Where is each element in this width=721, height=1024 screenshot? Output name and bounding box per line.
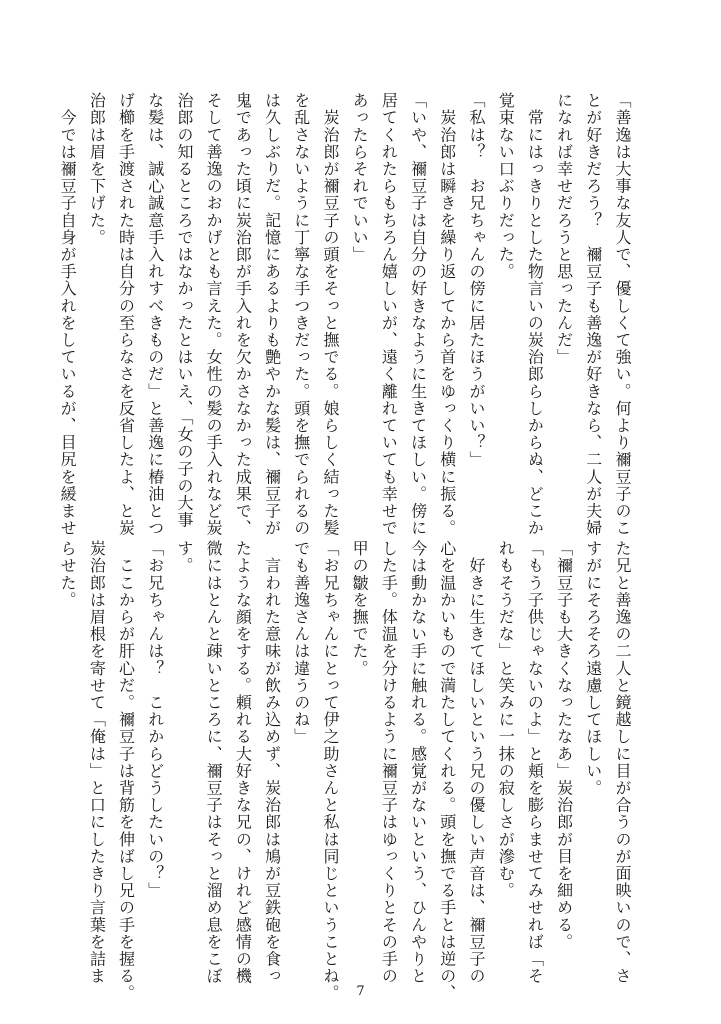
text-line: とが好きだろう？ 禰豆子も善逸が好きなら、二人が夫婦	[583, 92, 603, 537]
text-line: げ櫛を手渡された時は自分の至らなさを反省したよ、と炭	[116, 92, 136, 537]
text-line: 心を温かいもので満たしてくれる。頭を撫でる手とは逆の、	[437, 540, 457, 1002]
text-line: 鬼であった頃に炭治郎が手入れを欠かさなかった成果で、	[233, 92, 253, 537]
text-line: な髪は、誠心誠意手入れすべきものだ」と善逸に椿油とつ	[145, 92, 165, 537]
text-line: れもそうだな」と笑みに一抹の寂しさが滲む。	[496, 540, 516, 900]
text-line: す。	[174, 540, 194, 575]
text-line: らせた。	[58, 540, 78, 609]
text-line: になれば幸せだろうと思ったんだ」	[554, 92, 574, 366]
text-line: 覚束ない口ぶりだった。	[496, 92, 516, 281]
text-line: 「禰豆子も大きくなったなあ」炭治郎が目を細める。	[554, 540, 574, 951]
text-line: 今は動かない手に触れる。感覚がないという、ひんやりと	[408, 540, 428, 985]
text-line: 甲の皺を撫でた。	[350, 540, 370, 677]
text-line: そして善逸のおかげとも言えた。女性の髪の手入れなど炭	[204, 92, 224, 537]
page-number: 7	[356, 984, 365, 999]
text-line: 微にはとんと疎いところに、禰豆子はそっと溜め息をこぼ	[204, 540, 224, 985]
text-line: 「お兄ちゃんは？ これからどうしたいの？」	[145, 540, 165, 900]
text-line: でも善逸さんは違うのね」	[291, 540, 311, 746]
text-line: は久しぶりだ。記憶にあるよりも艶やかな髪は、禰豆子が	[262, 92, 282, 537]
text-line: たような顔をする。頼れる大好きな兄の、けれど感情の機	[233, 540, 253, 985]
text-line: 治郎は眉を下げた。	[87, 92, 107, 246]
text-line: あったらそれでいい」	[350, 92, 370, 263]
text-line: 「私は？ お兄ちゃんの傍に居たほうがいい？」	[466, 92, 486, 469]
text-line: 好きに生きてほしいという兄の優しい声音は、禰豆子の	[466, 540, 486, 985]
text-line: した手。体温を分けるように禰豆子はゆっくりとその手の	[379, 540, 399, 985]
text-line: 居てくれたらもちろん嬉しいが、遠く離れていても幸せで	[379, 92, 399, 537]
text-line: 今では禰豆子自身が手入れをしているが、目尻を緩ませ	[58, 92, 78, 537]
text-line: 言われた意味が飲み込めず、炭治郎は鳩が豆鉄砲を食っ	[262, 540, 282, 985]
text-line: すがにそろそろ遠慮してほしい。	[583, 540, 603, 797]
text-line: 炭治郎が禰豆子の頭をそっと撫でる。娘らしく結った髪	[320, 92, 340, 537]
text-line: 治郎の知るところではなかったとはいえ、「女の子の大事	[174, 92, 194, 529]
text-line: 常にはっきりとした物言いの炭治郎らしからぬ、どこか	[525, 92, 545, 537]
text-line: 「いや、禰豆子は自分の好きなように生きてほしい。傍に	[408, 92, 428, 537]
text-block-top	[58, 92, 637, 537]
text-line: ここからが肝心だ。禰豆子は背筋を伸ばし兄の手を握る。	[116, 540, 136, 1002]
text-line: を乱さないように丁寧な手つきだった。頭を撫でられるの	[291, 92, 311, 537]
text-block-bottom	[58, 540, 637, 1002]
text-line: 「善逸は大事な友人で、優しくて強い。何より禰豆子のこ	[613, 92, 632, 537]
text-line: 「お兄ちゃんにとって伊之助さんと私は同じということね。	[320, 540, 340, 1002]
text-line: た兄と善逸の二人と鏡越しに目が合うのが面映いので、さ	[613, 540, 632, 985]
text-line: 炭治郎は瞬きを繰り返してから首をゆっくり横に振る。	[437, 92, 457, 537]
text-line: 「もう子供じゃないのよ」と頬を膨らませてみせれば「そ	[525, 540, 545, 985]
text-line: 炭治郎は眉根を寄せて「俺は」と口にしたきり言葉を詰ま	[87, 540, 107, 985]
